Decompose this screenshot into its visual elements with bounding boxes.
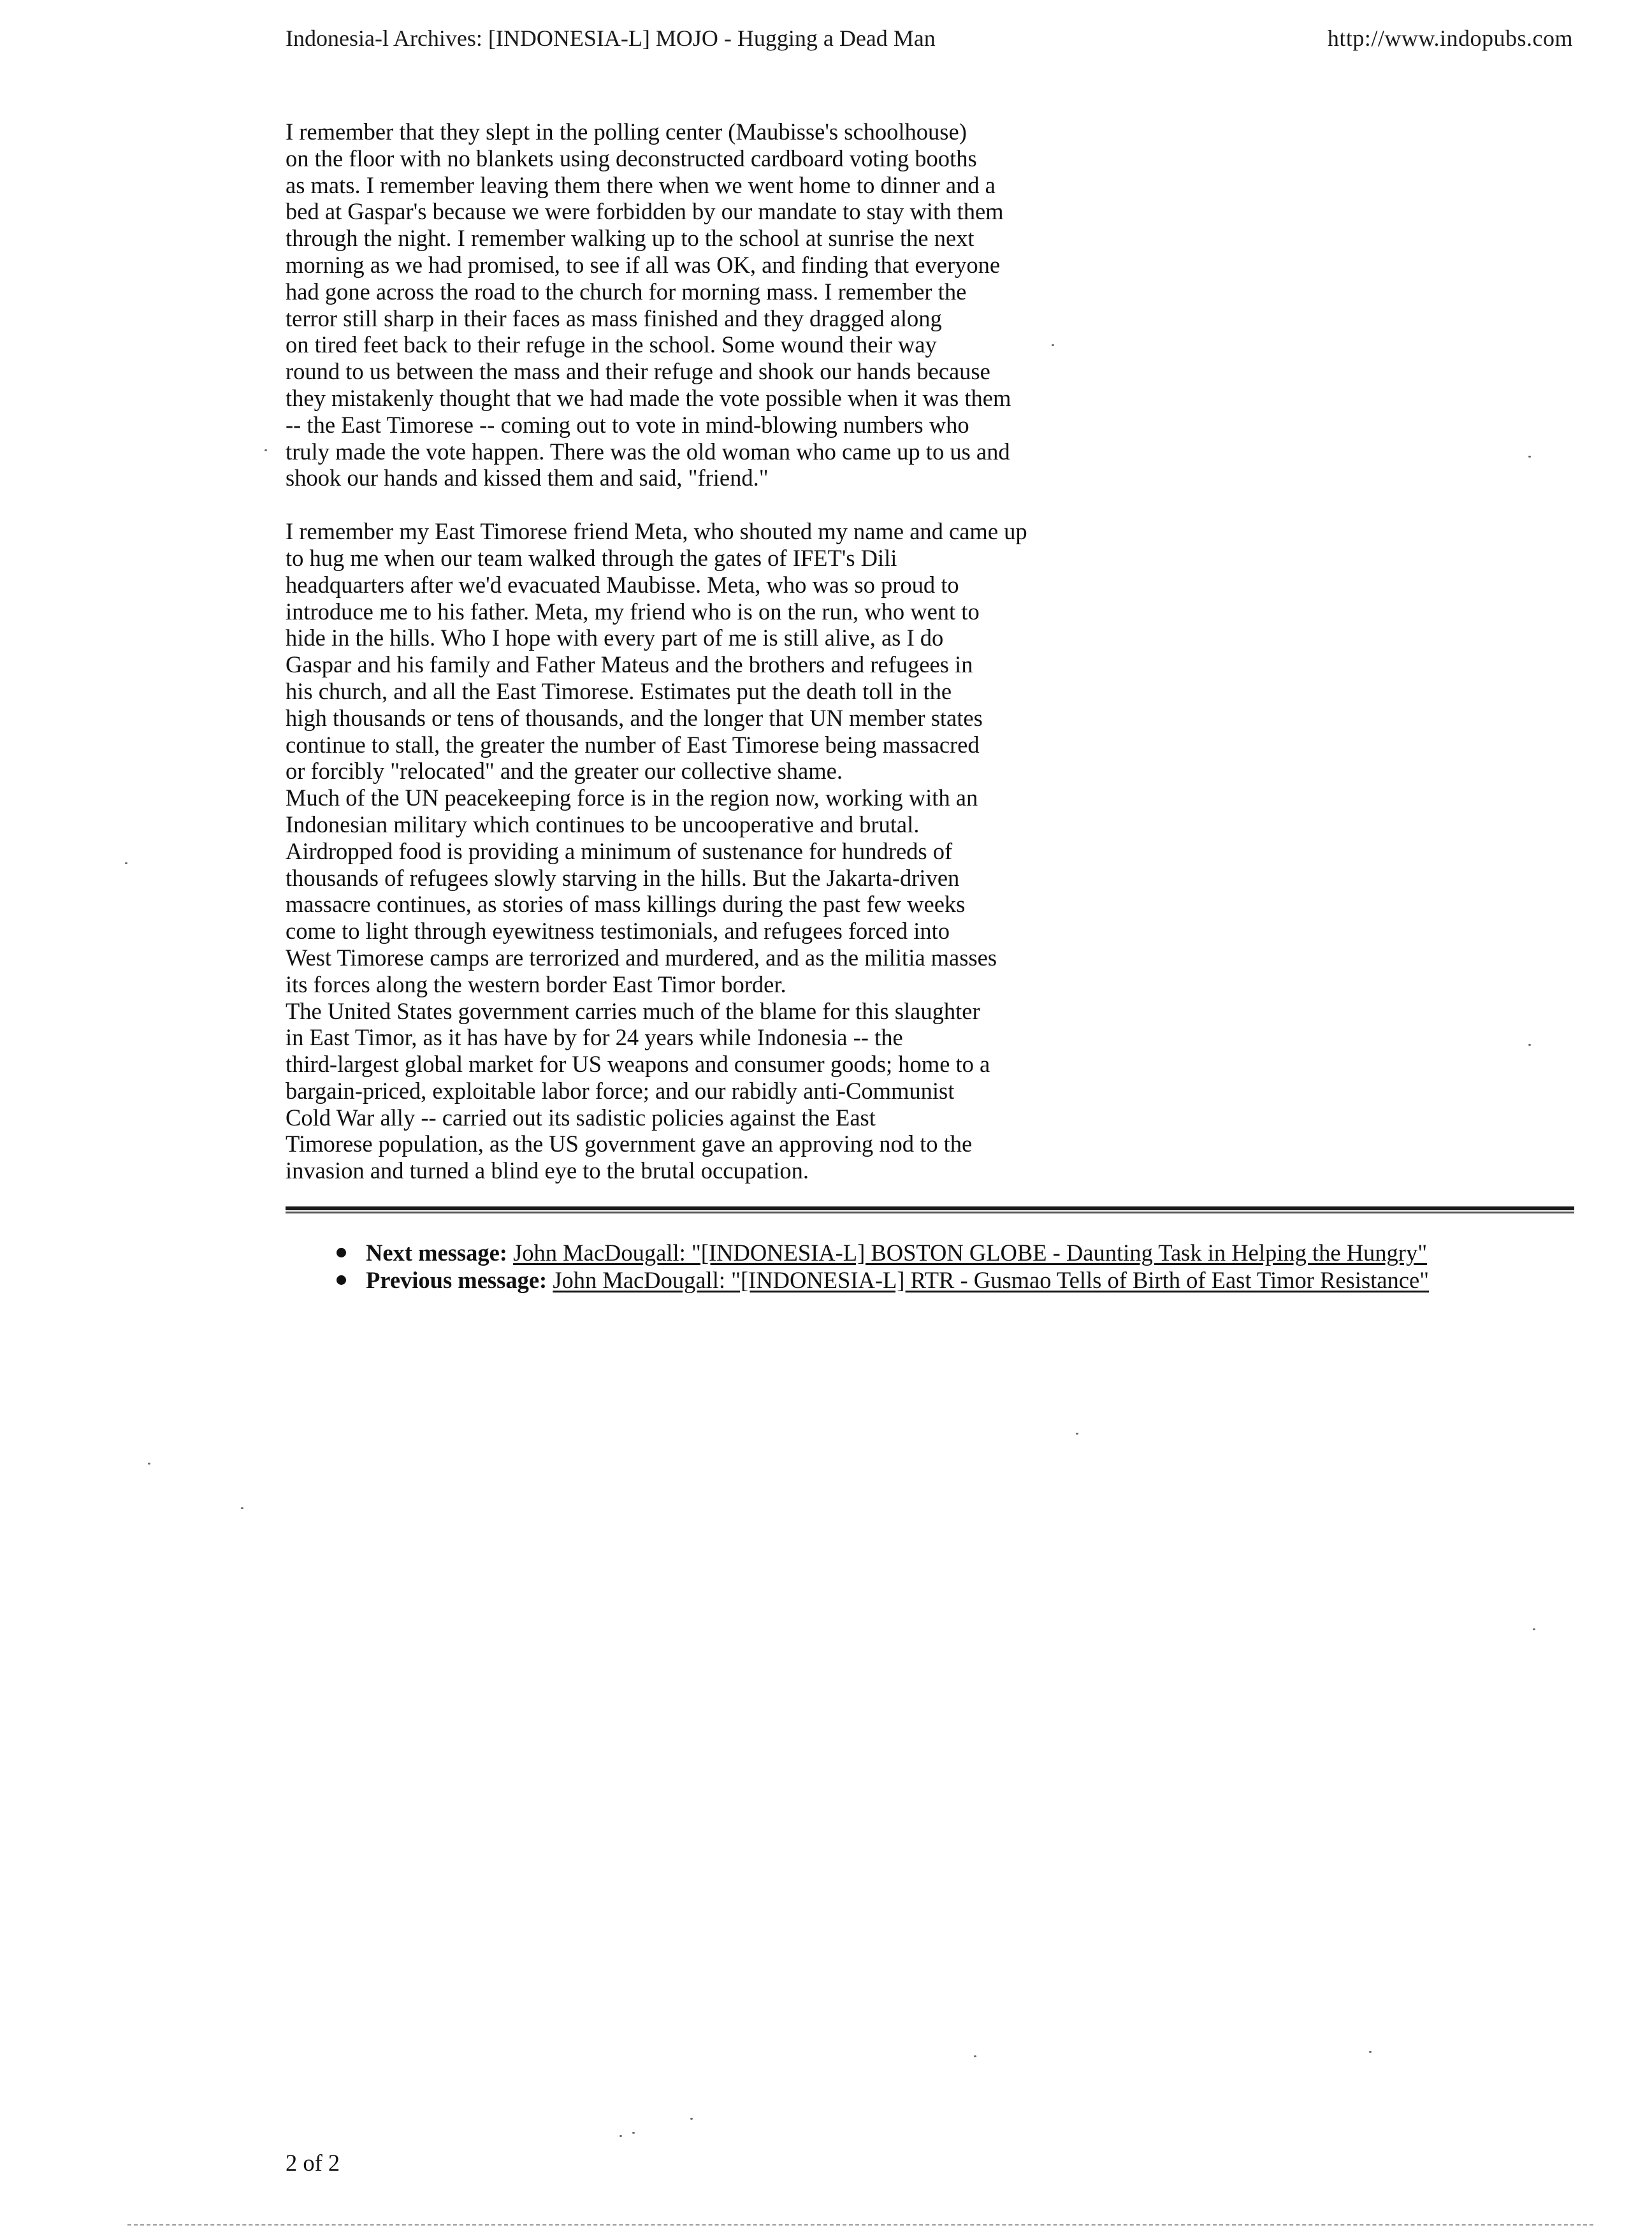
scan-speck (1369, 2051, 1372, 2053)
text-line: truly made the vote happen. There was the old woman who came up to us and (286, 438, 1010, 465)
text-line: round to us between the mass and their refuge and shook our hands because (286, 358, 990, 385)
text-line: come to light through eyewitness testimonials, and refugees forced into (286, 918, 950, 945)
text-line: to hug me when our team walked through the gates of IFET's Dili (286, 544, 897, 571)
article-body (286, 119, 1484, 1184)
text-line: in East Timor, as it has have by for 24 years while Indonesia -- the (286, 1024, 903, 1051)
scan-edge-line (127, 2224, 1593, 2226)
scan-speck (241, 1507, 243, 1509)
bullet-icon (337, 1248, 346, 1257)
scan-speck (1052, 344, 1054, 346)
next-message-item (330, 1239, 1576, 1266)
text-line: they mistakenly thought that we had made the vote possible when it was them (286, 384, 1011, 411)
text-line: Airdropped food is providing a minimum of sustenance for hundreds of (286, 837, 953, 864)
article-paragraph (286, 518, 1484, 1184)
scan-speck (1528, 456, 1531, 458)
text-line: Timorese population, as the US government gave an approving nod to the (286, 1131, 973, 1157)
text-line: as mats. I remember leaving them there when we went home to dinner and a (286, 171, 996, 198)
scan-speck (690, 2118, 693, 2120)
text-line: had gone across the road to the church for morning mass. I remember the (286, 278, 967, 305)
text-line: bed at Gaspar's because we were forbidden by our mandate to stay with them (286, 198, 1004, 225)
text-line: -- the East Timorese -- coming out to vote in mind-blowing numbers who (286, 411, 969, 438)
text-line: morning as we had promised, to see if all was OK, and finding that everyone (286, 251, 1001, 278)
scan-speck (1528, 1044, 1531, 1046)
text-line: Gaspar and his family and Father Mateus and the brothers and refugees in (286, 651, 973, 678)
previous-message-label: Previous message: (366, 1267, 547, 1293)
text-line: I remember my East Timorese friend Meta, who shouted my name and came up (286, 518, 1027, 545)
scan-speck (1076, 1433, 1078, 1435)
text-line: West Timorese camps are terrorized and murdered, and as the militia masses (286, 944, 997, 971)
text-line: third-largest global market for US weapons and consumer goods; home to a (286, 1051, 990, 1078)
bullet-icon (337, 1275, 346, 1285)
text-line: The United States government carries much of the blame for this slaughter (286, 997, 980, 1024)
text-line: high thousands or tens of thousands, and the longer that UN member states (286, 704, 983, 731)
page-header-title: Indonesia-l Archives: [INDONESIA-L] MOJO - Hugging a Dead Man (286, 25, 936, 51)
scan-speck (974, 2055, 976, 2057)
scan-speck (1533, 1628, 1535, 1630)
page-indicator: 2 of 2 (286, 2150, 340, 2176)
text-line: its forces along the western border East Timor border. (286, 971, 786, 997)
page-header-url: http://www.indopubs.com (1327, 25, 1573, 51)
text-line: continue to stall, the greater the number of East Timorese being massacred (286, 731, 980, 758)
text-line: headquarters after we'd evacuated Maubisse. Meta, who was so proud to (286, 571, 959, 598)
text-line: or forcibly "relocated" and the greater our collective shame. (286, 758, 843, 785)
previous-message-item (330, 1266, 1576, 1294)
scan-speck (620, 2135, 622, 2137)
text-line: massacre continues, as stories of mass killings during the past few weeks (286, 891, 966, 918)
text-line: Cold War ally -- carried out its sadistic policies against the East (286, 1104, 876, 1131)
article-paragraph (286, 119, 1484, 491)
scan-speck (632, 2132, 635, 2134)
text-line: shook our hands and kissed them and said, "friend." (286, 465, 769, 491)
text-line: Indonesian military which continues to be uncooperative and brutal. (286, 811, 920, 837)
text-line: on tired feet back to their refuge in the school. Some wound their way (286, 331, 937, 358)
scan-speck (264, 449, 267, 451)
horizontal-rule (286, 1206, 1574, 1213)
text-line: his church, and all the East Timorese. Estimates put the death toll in the (286, 677, 952, 704)
text-line: thousands of refugees slowly starving in the hills. But the Jakarta-driven (286, 864, 960, 891)
scan-speck (125, 862, 127, 864)
text-line: introduce me to his father. Meta, my friend who is on the run, who went to (286, 598, 980, 625)
text-line: hide in the hills. Who I hope with every part of me is still alive, as I do (286, 625, 944, 651)
message-navigation (330, 1239, 1576, 1294)
text-line: bargain-priced, exploitable labor force; and our rabidly anti-Communist (286, 1077, 955, 1104)
text-line: Much of the UN peacekeeping force is in the region now, working with an (286, 785, 978, 811)
text-line: terror still sharp in their faces as mass finished and they dragged along (286, 305, 942, 331)
text-line: invasion and turned a blind eye to the brutal occupation. (286, 1157, 809, 1184)
text-line: on the floor with no blankets using deconstructed cardboard voting booths (286, 145, 977, 171)
text-line: through the night. I remember walking up to the school at sunrise the next (286, 225, 975, 252)
text-line: I remember that they slept in the polling center (Maubisse's schoolhouse) (286, 119, 967, 145)
previous-message-link[interactable]: John MacDougall: "[INDONESIA-L] RTR - Gusmao Tells of Birth of East Timor Resistance" (553, 1267, 1430, 1293)
next-message-label: Next message: (366, 1240, 507, 1266)
scan-speck (148, 1463, 150, 1465)
next-message-link[interactable]: John MacDougall: "[INDONESIA-L] BOSTON GLOBE - Daunting Task in Helping the Hungry" (513, 1240, 1428, 1266)
